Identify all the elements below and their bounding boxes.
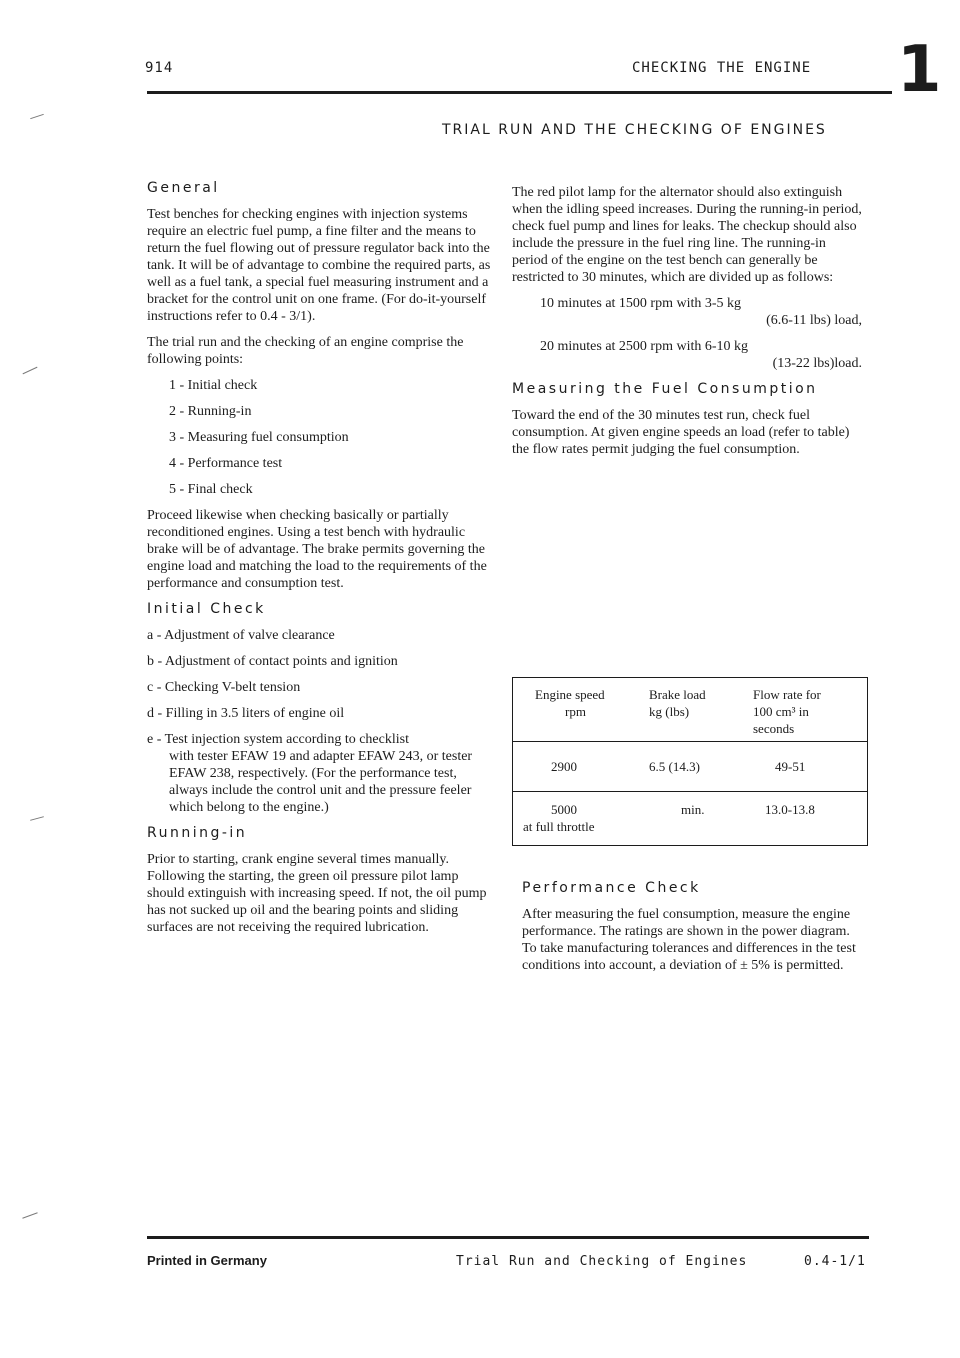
section-heading-performance-check: Performance Check: [522, 880, 701, 896]
running-paragraph: Prior to starting, crank engine several times manually. Following the starting, the green oil pressure pilot lamp should extinguish with increasing speed. If not, the oil pump has not sucked up oil and the bearing points and sliding surfaces are not receiving the required lubrication.: [147, 852, 487, 935]
table-cell: 2900: [551, 759, 577, 774]
scan-mark: [30, 816, 44, 821]
performance-paragraph: After measuring the fuel consumption, measure the engine performance. The ratings are shown in the power diagram. To take manufacturing tolerances and differences in the test conditions into account, a deviation of ± 5% is permitted.: [522, 907, 856, 973]
table-cell: 5000: [551, 802, 577, 817]
scan-mark: [30, 114, 44, 119]
general-paragraph: Test benches for checking engines with injection systems require an electric fuel pump, a fine filter and the means to return the fuel flowing out of pressure regulator back into the tank. It will be of advantage to combine the required parts, as well as a fuel tank, a special fuel measuring instrument and a bracket for the control unit on one frame. (For do-it-yourself instructions refer to 0.4 - 3/1).: [147, 207, 491, 324]
table-row: [513, 791, 867, 842]
section-heading-initial-check: Initial Check: [147, 601, 266, 617]
list-item: c - Checking V-belt tension: [147, 680, 301, 695]
list-item: 2 - Running-in: [169, 404, 252, 419]
table-header-cell: seconds: [753, 721, 795, 736]
right-column: [512, 184, 862, 458]
footer-printed: Printed in Germany: [147, 1253, 267, 1268]
pilot-paragraph: The red pilot lamp for the alternator should also extinguish when the idling speed increases. During the running-in period, check fuel pump and lines for leaks. The checkup should also include the pressure in the fuel ring line. The running-in period of the engine on the test bench can generally be restricted to 30 minutes, which are divided up as follows:: [512, 185, 862, 285]
load-line: (6.6-11 lbs) load,: [766, 313, 862, 328]
footer-code: 0.4-1/1: [804, 1254, 866, 1269]
table-cell: 13.0-13.8: [765, 802, 815, 817]
table-cell: 6.5 (14.3): [649, 759, 700, 774]
table-header-cell: Flow rate for: [753, 687, 821, 702]
list-item: 3 - Measuring fuel consumption: [169, 430, 349, 445]
load-line: (13-22 lbs)load.: [772, 356, 862, 371]
list-item: 1 - Initial check: [169, 378, 258, 393]
table-header-cell: Engine speed: [535, 687, 605, 702]
table-cell: at full throttle: [523, 819, 595, 834]
table-cell: min.: [681, 802, 705, 817]
proceed-paragraph: Proceed likewise when checking basically or partially reconditioned engines. Using a test bench with hydraulic brake will be of advantage. The brake permits governing the engine load and matching the load to the requirements of the performance and consumption test.: [147, 508, 487, 591]
footer-title: Trial Run and Checking of Engines: [456, 1254, 748, 1269]
footer-rule: [147, 1236, 869, 1239]
left-column: [147, 180, 495, 936]
section-heading-running-in: Running-in: [147, 825, 248, 841]
list-item: 4 - Performance test: [169, 456, 283, 471]
list-item: d - Filling in 3.5 liters of engine oil: [147, 706, 345, 721]
scan-mark: [22, 1212, 37, 1218]
list-item-continuation: with tester EFAW 19 and adapter EFAW 243, or tester EFAW 238, respectively. (For the performance test, always include the control unit and the pressure feeler which belong to the engine.): [169, 749, 473, 815]
table-header-row: [513, 678, 867, 741]
table-header-cell: 100 cm³ in: [753, 704, 809, 719]
page-number: 914: [145, 60, 174, 76]
chapter-number: 1: [897, 33, 942, 107]
trial-paragraph: The trial run and the checking of an engine comprise the following points:: [147, 335, 464, 367]
section-heading-fuel-consumption: Measuring the Fuel Consumption: [512, 381, 818, 397]
table-header-cell: rpm: [565, 704, 586, 719]
chapter-title: CHECKING THE ENGINE: [632, 60, 812, 76]
section-heading-general: General: [147, 180, 220, 196]
list-item: a - Adjustment of valve clearance: [147, 628, 335, 643]
table-header-cell: Brake load: [649, 687, 706, 702]
performance-section: [522, 880, 864, 974]
list-item: b - Adjustment of contact points and ignition: [147, 654, 398, 669]
scan-mark: [23, 367, 38, 375]
table-cell: 49-51: [775, 759, 806, 774]
table-header-cell: kg (lbs): [649, 704, 690, 719]
fuel-consumption-table: [512, 677, 868, 846]
fuel-paragraph: Toward the end of the 30 minutes test run, check fuel consumption. At given engine speeds an load (refer to table) the flow rates permit judging the fuel consumption.: [512, 408, 850, 457]
load-line: 20 minutes at 2500 rpm with 6-10 kg: [540, 339, 749, 354]
table-row: [513, 741, 867, 791]
load-line: 10 minutes at 1500 rpm with 3-5 kg: [540, 296, 742, 311]
header-rule: [147, 91, 892, 94]
list-item: 5 - Final check: [169, 482, 253, 497]
page-title: TRIAL RUN AND THE CHECKING OF ENGINES: [442, 122, 827, 138]
list-item: e - Test injection system according to checklist: [147, 732, 409, 747]
